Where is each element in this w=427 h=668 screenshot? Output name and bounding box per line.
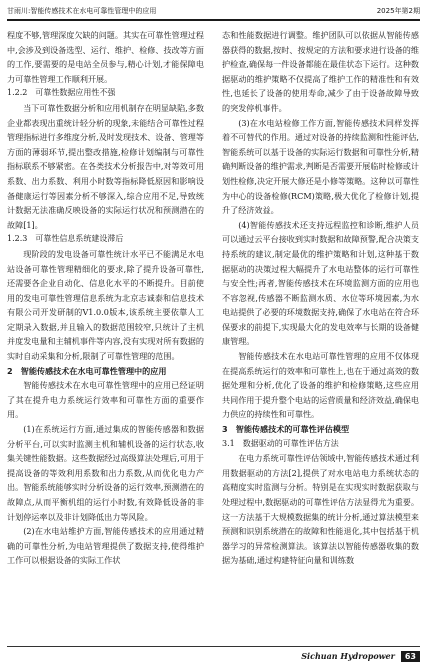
paragraph: 智能传感技术在水电站可靠性管理的应用不仅体现在提高系统运行的效率和可靠性上,也在于通过高效的数据处理和分析,优化了设备的维护和检修策略,这些应用共同作用于提升整个电站的运营质量和经济效益,确保电力供应的持续性和可靠性。 bbox=[222, 351, 419, 420]
paragraph: (2)在水电站维护方面,智能传感技术的应用通过精确的可靠性分析,为电站管理提供了数据支持,使得维护工作可以根据设备的实际工作状 bbox=[7, 526, 204, 566]
left-column bbox=[7, 28, 204, 643]
subsection-heading: 3.1 数据驱动的可靠性评估方法 bbox=[222, 438, 339, 448]
paragraph: (4)智能传感技术还支持远程监控和诊断,维护人员可以通过云平台接收到实时数据和故障预警,配合决策支持系统的建议,制定最优的维护策略和计划,这种基于数据驱动的决策过程大幅提升了水电站整体的运行可靠性与安全性;再者,智能传感技术在环境监测方面的应用也不容忽视,传感器不断监测水质、水位等环境因素,为水电站提供了必要的环境数据支持,确保了水电站在符合环保要求的前提下,实现最大化的发电效率与长期的设备健康管理。 bbox=[222, 219, 419, 347]
paragraph: 智能传感技术在水电可靠性管理中的应用已经证明了其在提升电力系统运行效率和可靠性方面的重要作用。 bbox=[7, 380, 204, 420]
footer-rule bbox=[7, 646, 420, 647]
paragraph: (3)在水电站检修工作方面,智能传感技术同样发挥着不可替代的作用。通过对设备的持续监测和性能评估,智能系统可以基于设备的实际运行数据和可靠性分析,精确判断设备的维护需求,判断是否需要开展临时检修或计划性检修,决定开展大修还是小修等策略。这种以可靠性为中心的设备检修(RCM)策略,极大优化了检修计划,提升了经济效益。 bbox=[222, 117, 419, 216]
paragraph: 在电力系统可靠性评估领域中,智能传感技术通过利用数据驱动的方法[2],提供了对水电站电力系统状态的高精度实时监测与分析。特别是在实现实时数据获取与处理过程中,数据驱动的可靠性评估方法显得尤为重要。这一方法基于大规模数据集的统计分析,通过算法模型来预测和识别系统潜在的故障和性能退化,其中包括基于机器学习的异常检测算法。该算法以智能传感器收集的数据为基础,通过构建特征向量和训练数 bbox=[222, 453, 419, 566]
running-header bbox=[7, 3, 420, 19]
journal-name: Sichuan Hydropower bbox=[301, 651, 395, 661]
section-heading: 2 智能传感技术在水电可靠性管理中的应用 bbox=[7, 365, 167, 376]
paragraph: 态和性能数据进行调整。维护团队可以依据从智能传感器获得的数据,按时、按规定的方法和要求进行设备的维护检查,确保每一件设备都能在最佳状态下运行。这种数据驱动的维护策略不仅提高了维护工作的精准性和有效性,也延长了设备的使用寿命,减少了由于设备故障导致的突发停机事件。 bbox=[222, 30, 419, 113]
page-number: 63 bbox=[401, 651, 420, 662]
header-article-title: 甘雨川:智能传感技术在水电可靠性管理中的应用 bbox=[7, 7, 157, 15]
right-column bbox=[222, 28, 419, 643]
page-footer bbox=[7, 648, 420, 664]
paragraph: 当下可靠性数据分析和应用机制存在明显缺陷,多数企业都表现出重统计轻分析的现象,未能结合可靠性过程管理指标进行多维度分析,及时发现技术、设备、管理等方面的薄弱环节,提出整改措施,检修计划编制与可靠性指标联系不够紧密。在各类技术分析报告中,对等效可用系数、出力系数、利用小时数等指标降低原因和影响设备健康运行等因素分析不够深入,综合应用不足,导致统计数据无法准确反映设备的实际运行状况和预测潜在的故障[1]。 bbox=[7, 102, 204, 230]
section-heading: 3 智能传感技术的可靠性评估模型 bbox=[222, 424, 350, 435]
header-rule bbox=[7, 19, 420, 21]
paragraph: (1)在系统运行方面,通过集成的智能传感器和数据分析平台,可以实时监测主机和辅机设备的运行状态,收集关键性能数据。这些数据经过高级算法处理后,可用于提高设备的等效利用系数和出力系数,从而优化电力产出。智能系统能够实时分析设备的运行效率,预测潜在的故障点,从而平衡机组的运行小时数,有效降低设备的非计划停运率以及非计划降低出力等风险。 bbox=[7, 424, 204, 522]
paragraph: 现阶段的发电设备可靠性统计水平已不能满足水电站设备可靠性管理精细化的要求,除了提升设备可靠性,还需要各企业自动化、信息化水平的不断提升。目前使用的发电可靠性管理信息系统为北京志诚泰和信息技术有限公司开发研制的V1.0.0版本,该系统主要依靠人工定期录入数据,并且输入的数据范围较窄,只统计了主机并度发电量和主辅机事件等内容,没有实现对所有数据的实时自动采集和分析,限制了可靠性管理的范围。 bbox=[7, 248, 204, 362]
subsection-heading: 1.2.2 可靠性数据应用性不强 bbox=[7, 88, 116, 98]
paragraph: 程度不够,管理深度欠缺的问题。其实在可靠性管理过程中,会涉及到设备选型、运行、维护、检修、技改等方面的工作,要需要的是电站全员参与,精心计划,才能保障电力可靠性管理工作顺利开展。 bbox=[7, 30, 204, 84]
subsection-heading: 1.2.3 可靠性信息系统建设滞后 bbox=[7, 234, 124, 244]
header-issue: 2025年第2期 bbox=[376, 7, 420, 15]
